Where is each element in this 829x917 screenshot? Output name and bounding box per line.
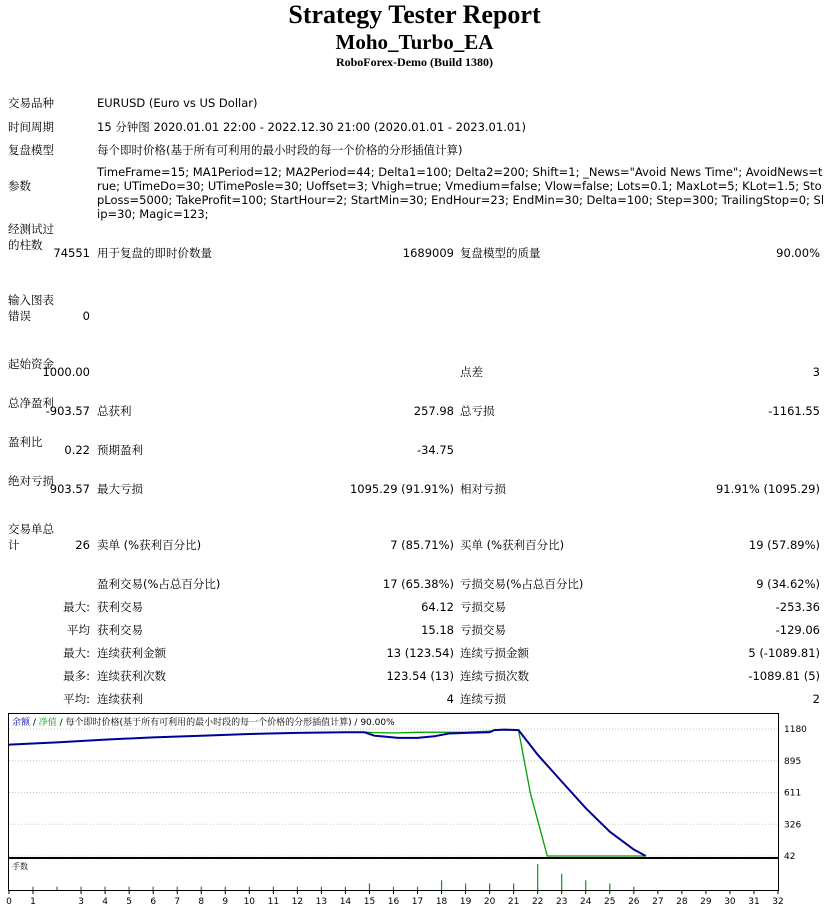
x-tick-label: 25 <box>604 897 616 907</box>
maxconsamt-losses-label: 连续亏损次数 <box>460 669 529 683</box>
x-tick-label: 9 <box>222 897 229 907</box>
y-tick-label: 326 <box>784 820 802 831</box>
y-tick-label: 1180 <box>784 725 807 735</box>
ticks-label: 用于复盘的即时价数量 <box>97 246 212 260</box>
profit-trades-label: 盈利交易(%占总百分比) <box>97 577 221 591</box>
maxconsamt-wins-label: 连续获利次数 <box>97 669 166 683</box>
legend-equity: 净值 <box>38 718 57 728</box>
model-value: 每个即时价格(基于所有可利用的最小时段的每一个价格的分形插值计算) <box>97 143 463 157</box>
netprofit-value: -903.57 <box>45 404 90 418</box>
avg-profit-value: 15.18 <box>421 623 454 637</box>
x-tick-label: 8 <box>198 897 205 907</box>
volume-label: 手数 <box>12 862 28 871</box>
loss-trades-label: 亏损交易(%占总百分比) <box>460 577 584 591</box>
legend-sep: / <box>30 718 39 728</box>
short-label: 卖单 (%获利百分比) <box>97 538 202 552</box>
long-label: 买单 (%获利百分比) <box>460 538 565 552</box>
x-tick-label: 28 <box>676 897 688 907</box>
trades-label: 交易单总计 <box>8 522 54 552</box>
x-tick-label: 14 <box>339 897 352 907</box>
x-tick-label: 21 <box>507 897 520 907</box>
x-tick-label: 27 <box>652 897 664 907</box>
x-tick-label: 22 <box>531 897 544 907</box>
period-value: 15 分钟图 2020.01.01 22:00 - 2022.12.30 21:00 (2020.01.01 - 2023.01.01) <box>97 120 526 134</box>
x-tick-label: 1 <box>30 897 36 907</box>
maxcons-wins-value: 13 (123.54) <box>386 646 454 660</box>
x-tick-label: 29 <box>700 897 712 907</box>
reldd-label: 相对亏损 <box>460 482 506 496</box>
y-tick-label: 42 <box>784 852 796 859</box>
x-tick-label: 5 <box>126 897 133 907</box>
maxdd-value: 1095.29 (91.91%) <box>349 482 454 496</box>
x-tick-label: 19 <box>459 897 472 907</box>
x-tick-label: 6 <box>150 897 157 907</box>
x-tick-label: 4 <box>102 897 108 907</box>
absdd-label: 绝对亏损 <box>8 474 54 488</box>
report-title: Strategy Tester Report <box>288 0 541 29</box>
largest-profit-value: 64.12 <box>421 600 454 614</box>
loss-trades-value: 9 (34.62%) <box>756 577 820 591</box>
largest-profit-label: 获利交易 <box>97 600 143 614</box>
spread-value: 3 <box>812 365 820 379</box>
x-tick-label: 0 <box>6 897 12 907</box>
maxcons-losses-label: 连续亏损金额 <box>460 646 529 660</box>
maxconsamt-wins-value: 123.54 (13) <box>386 669 454 683</box>
maxdd-label: 最大亏损 <box>97 482 143 496</box>
x-tick-label: 26 <box>628 897 640 907</box>
avgcons-wins-value: 4 <box>446 692 454 706</box>
grossloss-value: -1161.55 <box>768 404 820 418</box>
absdd-value: 903.57 <box>49 482 90 496</box>
x-tick-label: 12 <box>291 897 304 907</box>
largest-loss-value: -253.36 <box>775 600 820 614</box>
deposit-label: 起始资金 <box>8 357 54 371</box>
legend-balance: 余额 <box>12 718 31 728</box>
x-tick-label: 11 <box>267 897 280 907</box>
y-tick-label: 611 <box>784 788 802 799</box>
quality-label: 复盘模型的质量 <box>460 246 541 260</box>
model-label: 复盘模型 <box>8 143 54 157</box>
deposit-value: 1000.00 <box>42 365 90 379</box>
x-tick-label: 32 <box>772 897 784 907</box>
profit-trades-value: 17 (65.38%) <box>382 577 454 591</box>
pf-value: 0.22 <box>64 443 90 457</box>
spread-label: 点差 <box>460 365 483 379</box>
x-tick-label: 23 <box>555 897 568 907</box>
largest-prefix: 最大: <box>63 600 90 614</box>
grossloss-label: 总亏损 <box>460 404 495 418</box>
grossprofit-label: 总获利 <box>97 404 132 418</box>
avgcons-prefix: 平均: <box>63 692 90 706</box>
maxconsamt-prefix: 最多: <box>63 669 90 683</box>
x-tick-label: 15 <box>363 897 376 907</box>
avg-loss-value: -129.06 <box>775 623 820 637</box>
x-tick-label: 20 <box>483 897 496 907</box>
volume-chart <box>0 858 829 914</box>
avg-profit-label: 获利交易 <box>97 623 143 637</box>
trades-value: 26 <box>75 538 90 552</box>
ticks-value: 1689009 <box>402 246 454 260</box>
maxcons-prefix: 最大: <box>63 646 90 660</box>
x-tick-label: 10 <box>243 897 256 907</box>
bars-value: 74551 <box>53 246 90 260</box>
long-value: 19 (57.89%) <box>748 538 820 552</box>
x-tick-label: 30 <box>724 897 736 907</box>
x-tick-label: 17 <box>411 897 424 907</box>
bars-label: 经测试过的柱数 <box>8 222 54 252</box>
avgcons-losses-value: 2 <box>812 692 820 706</box>
maxcons-losses-value: 5 (-1089.81) <box>748 646 820 660</box>
params-value: TimeFrame=15; MA1Period=12; MA2Period=44; Delta1=100; Delta2=200; Shift=1; _News="Avoid News Time"; AvoidNews=true; UTimeDo=30; UTimePosle=30; Uoffset=3; Vhigh=true; Vmedium=false; Vlow=false; Lots=0.1; MaxLot=5; KLot=1.5; StopLoss=5000; TakeProfit=100; StartHour=2; StartMin=30; EndHour=23; EndMin=30; Delta=100; Step=300; TrailingStop=0; Slip=30; Magic=123; <box>97 165 825 221</box>
x-tick-label: 13 <box>315 897 328 907</box>
avgcons-wins-label: 连续获利 <box>97 692 143 706</box>
mismatch-value: 0 <box>82 309 90 323</box>
avg-loss-label: 亏损交易 <box>460 623 506 637</box>
avg-prefix: 平均 <box>67 623 90 637</box>
y-tick-label: 895 <box>784 756 802 767</box>
server-build: RoboForex-Demo (Build 1380) <box>335 55 494 69</box>
x-tick-label: 7 <box>174 897 181 907</box>
expected-label: 预期盈利 <box>97 443 143 457</box>
mismatch-label: 输入图表错误 <box>8 293 54 323</box>
legend-rest: / 每个即时价格(基于所有可利用的最小时段的每一个价格的分形插值计算) / 90.00% <box>56 718 395 728</box>
balance-equity-chart <box>0 713 829 859</box>
x-tick-label: 3 <box>78 897 84 907</box>
quality-value: 90.00% <box>776 246 820 260</box>
largest-loss-label: 亏损交易 <box>460 600 506 614</box>
maxcons-wins-label: 连续获利金额 <box>97 646 166 660</box>
pf-label: 盈利比 <box>8 435 43 449</box>
ea-name: Moho_Turbo_EA <box>335 30 494 54</box>
symbol-label: 交易品种 <box>8 96 54 110</box>
x-tick-label: 24 <box>580 897 592 907</box>
period-label: 时间周期 <box>8 120 54 134</box>
params-label: 参数 <box>8 179 31 193</box>
short-value: 7 (85.71%) <box>390 538 454 552</box>
grossprofit-value: 257.98 <box>413 404 454 418</box>
avgcons-losses-label: 连续亏损 <box>460 692 506 706</box>
svg-text:余额 / 净值 / 每个即时价格(基于所有可利用的最小时段的 <box>12 716 395 728</box>
netprofit-label: 总净盈利 <box>8 396 54 410</box>
symbol-value: EURUSD (Euro vs US Dollar) <box>97 96 258 110</box>
x-tick-label: 18 <box>435 897 448 907</box>
x-tick-label: 31 <box>748 897 760 907</box>
x-tick-label: 16 <box>387 897 400 907</box>
maxconsamt-losses-value: -1089.81 (5) <box>748 669 820 683</box>
reldd-value: 91.91% (1095.29) <box>715 482 820 496</box>
expected-value: -34.75 <box>416 443 454 457</box>
